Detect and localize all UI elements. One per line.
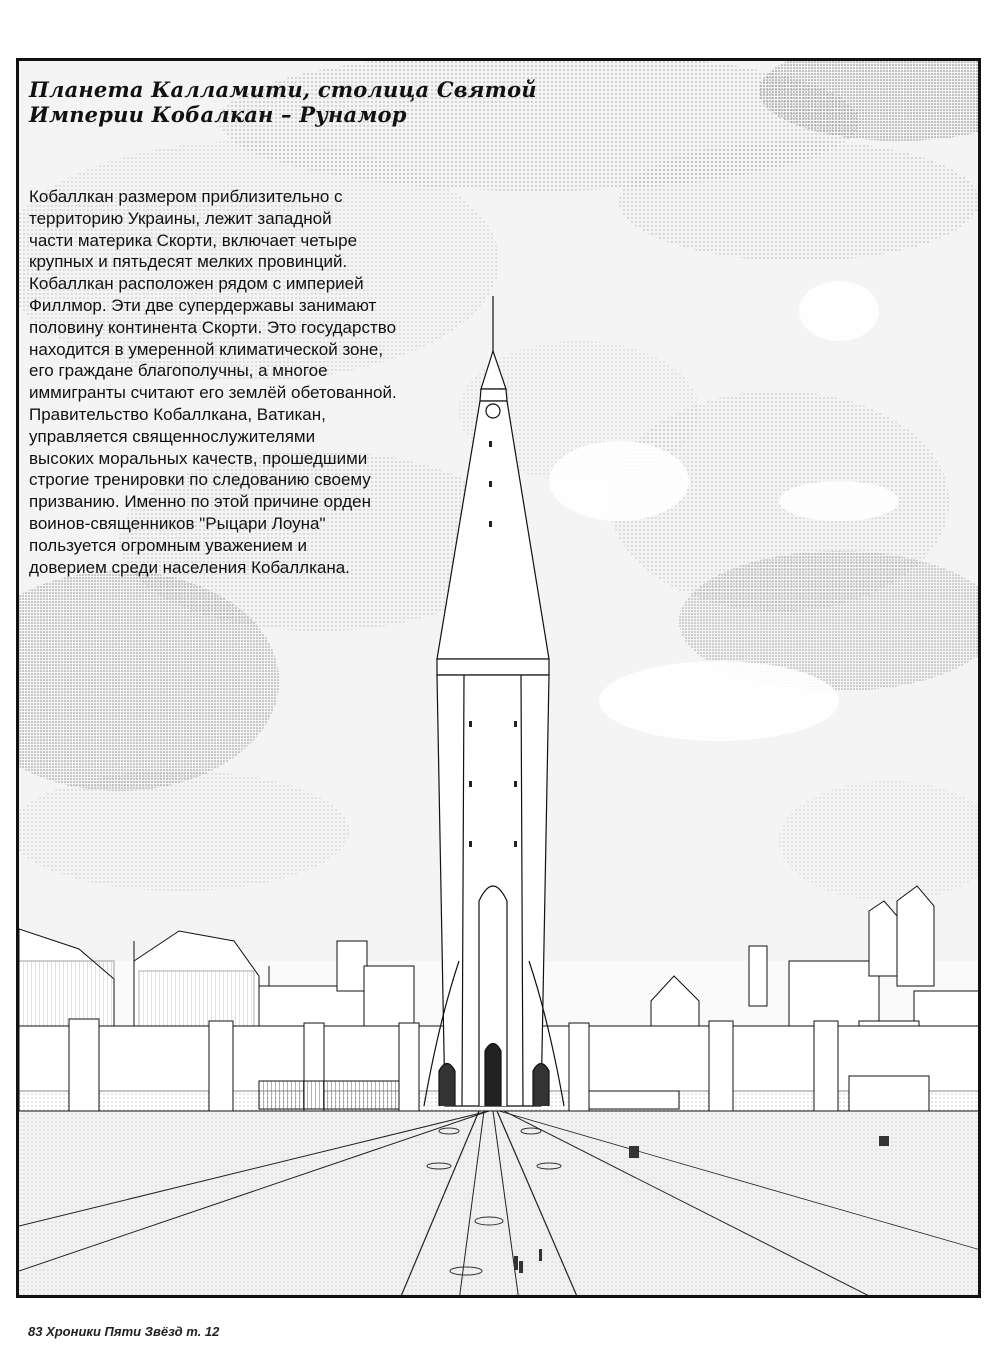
caption-body: Кобаллкан размером приблизительно с территорию Украины, лежит западной части материка Скорти, включает четыре крупных и пятьдесят мелких провинций. Кобаллкан расположен рядом с империей Филлмор. Эти две супердержавы занимают половину континента Скорти. Это государство находится в умеренной климатической зоне, его граждане благополучны, а многое иммигранты считают его землёй обетованной. Правительство Кобаллкана, Ватикан, управляется священнослужителями высоких моральных качеств, прошедшими строгие тренировки по следованию своему призванию. Именно по этой причине орден воинов-священников "Рыцари Лоуна" пользуется огромным уважением и доверием среди населения Кобаллкана. [29,187,397,577]
caption-title: Планета Калламити, столица Святой Империи Кобалкан – Рунамор [29,77,537,127]
plaza [19,1106,981,1298]
page-footer: 83 Хроники Пяти Звёзд т. 12 [28,1324,220,1339]
illustration-panel [16,58,981,1298]
